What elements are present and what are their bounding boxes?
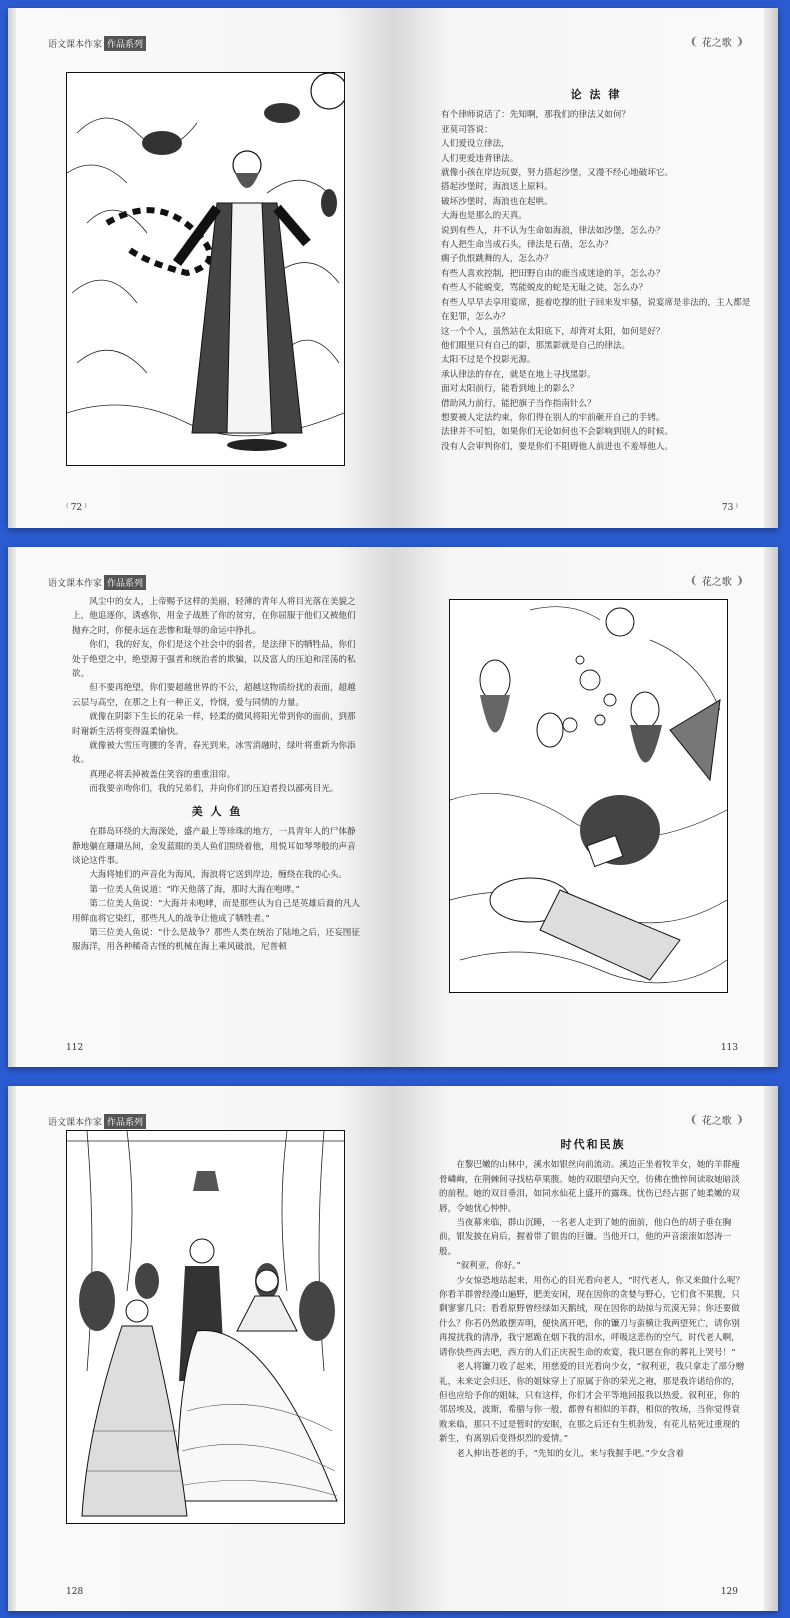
paragraph: 有个律师说话了：先知啊，那我们的律法又如何？ — [441, 110, 631, 121]
paragraph: 破坏沙堡时，海浪也在起哄。 — [441, 196, 553, 207]
illustration-prophet — [66, 72, 345, 466]
paragraph: 有些人早早去享用宴席，挺着吃撑的肚子回来发牢骚，说宴席是非法的，主人都是在犯罪，怎么办？ — [441, 297, 751, 323]
spread-pages-112-113 — [8, 547, 778, 1067]
page-113 — [393, 547, 778, 1067]
paragraph: 有些人不能蜕变，骂能蜕皮的蛇是无耻之徒，怎么办？ — [441, 283, 648, 294]
ballroom-drawing — [67, 1131, 344, 1523]
paragraph: 而我要亲吻你们，我的兄弟们，并向你们的压迫者投以鄙夷目光。 — [89, 784, 339, 795]
book-header — [690, 1112, 744, 1127]
paragraph: 第二位美人鱼说：“大海并未咆哮，而是那些认为自己是英雄后裔的凡人用鲜血将它染红，那些凡人的战争让他成了牺牲者。” — [72, 899, 360, 924]
paragraph: 就像被大雪压弯腰的冬青，春光到来，冰雪消融时，绿叶将重新为你添妆。 — [72, 741, 356, 766]
page-number-value: 129 — [720, 1587, 738, 1597]
page-number — [66, 1587, 83, 1597]
paragraph: 少女惊恐地站起来，用伤心的目光看向老人，“时代老人，你又来做什么呢？你看羊群曾经漫山遍野，肥美安闲，现在因你的贪婪与野心，它们食不果腹，只剩寥寥几只；看看原野曾经绿如天鹅绒，现在因你的劫掠与荒漠无异；你还要做什么？你若仍然敢摆弄明，便快离开吧，你的镰刀与蛮横让我两望死亡，请你别再搅扰我的清净，我宁愿跪在烟下我的泪水，呼吸这悲伤的空气，时代老人啊，请你快些西去吧，西方的人们正庆祝生命的欢宴，我只愿在你的葬礼上哭号！” — [439, 1275, 745, 1358]
laurel-left-icon: ❨ — [689, 574, 699, 587]
page-128 — [8, 1086, 393, 1611]
chapter-law — [441, 88, 751, 454]
paragraph: 人们更爱违背律法。 — [441, 153, 519, 164]
chapter-time-nation — [439, 1138, 747, 1461]
page-number — [722, 501, 738, 514]
page-number-value: 113 — [720, 1043, 738, 1053]
series-name: 语文课本作家 — [48, 40, 103, 50]
spread-pages-72-73 — [8, 8, 778, 528]
page-112 — [8, 547, 393, 1067]
laurel-icon: ⁾ — [84, 501, 87, 514]
paragraph: 瘸子仇恨跳舞的人，怎么办？ — [441, 254, 553, 265]
book-title: 花之歌 — [701, 1116, 732, 1127]
prose-section — [72, 595, 362, 797]
page-number-value: 72 — [70, 502, 83, 513]
series-tag: 作品系列 — [104, 575, 146, 590]
laurel-right-icon: ❩ — [734, 35, 744, 48]
laurel-left-icon: ❨ — [689, 1113, 699, 1126]
series-name: 语文课本作家 — [48, 579, 103, 589]
paragraph: 面对太阳前行，能看到地上的影么？ — [441, 384, 579, 395]
paragraph: 第三位美人鱼说：“什么是战争？那些人类在统治了陆地之后，还妄图征服海洋，用各种稀奇古怪的机械在海上乘风破浪，尼普顿 — [72, 927, 360, 953]
chapter-title: 时代和民族 — [560, 1138, 626, 1151]
paragraph: 老人伸出苍老的手，“先知的女儿，来与我握手吧。”少女含着 — [456, 1448, 685, 1459]
paragraph: 借助风力前行，能把旗子当作指南针么？ — [441, 398, 596, 409]
book-title: 花之歌 — [701, 38, 732, 49]
page-73 — [393, 8, 778, 528]
book-header — [690, 34, 744, 49]
paragraph: 当夜幕来临，群山沉睡，一名老人走到了她的面前，他白色的胡子垂在胸前，银发披在肩后，握着带了银齿的巨镰。当他开口，他的声音滚滚如怒涛一般。 — [439, 1218, 732, 1257]
paragraph: 大海将她们的声音化为海风，海浪将它送到岸边，缠绕在我的心头。 — [89, 870, 348, 881]
paragraph: 有人把生命当成石头，律法是石凿，怎么办？ — [441, 240, 613, 251]
paragraph: 这一个个人，虽然站在太阳底下，却背对太阳，如何是好？ — [441, 326, 665, 337]
series-header — [48, 575, 146, 590]
laurel-right-icon: ❩ — [734, 574, 744, 587]
chapter-title: 美 人 鱼 — [191, 804, 243, 818]
chapter-body — [439, 1158, 747, 1461]
paragraph: 第一位美人鱼说道：“昨天他落了海，那时大海在咆哮。” — [89, 884, 300, 895]
spread-pages-128-129 — [8, 1086, 778, 1611]
mermaids-drawing — [450, 600, 727, 992]
paragraph: 老人将镰刀收了起来，用慈爱的目光看向少女，“叙利亚，我只拿走了部分赠礼，未来定会归还，你的姐妹穿上了原属于你的荣光之袍，那是我许诺给你的，但也应给予你的姐妹，只有这样，你们才会平等地回报我以热爱。叙利亚，你的邻居埃及，波斯，希腊与你一般，都曾有相似的羊群，相似的牧场，当你觉得衰败来临，那只不过是暂时的安眠，在那之后还有生机勃发，有花儿枯死过重现的新生，有离别后变得炽烈的爱情。” — [439, 1362, 745, 1445]
page-129 — [393, 1086, 778, 1611]
chapter-body — [441, 108, 751, 454]
page-number — [66, 501, 87, 514]
paragraph: “叙利亚，你好。” — [456, 1261, 521, 1272]
page-number-value: 112 — [66, 1043, 84, 1053]
illustration-ballroom — [66, 1130, 345, 1524]
paragraph: 风尘中的女人，上帝赐予这样的美丽，轻薄的青年人将目光落在美貌之上，他追逐你，诱惑你，用金子战胜了你的贫穷，在你屈服于他们又被他们抛弃之时，你便永远在悲惨和耻辱的命运中挣扎。 — [72, 597, 356, 636]
mermaid-section — [72, 825, 362, 955]
paragraph: 真理必将丢掉被盖住笑容的重重泪帘。 — [89, 769, 236, 780]
paragraph: 法律并不可怕，如果你们无论如何也不会影响到别人的时候。 — [441, 427, 674, 438]
laurel-left-icon: ❨ — [689, 35, 699, 48]
paragraph: 就像在阴影下生长的花朵一样，轻柔的微风将阳光带到你的面前，到那时谢新生活将变得温柔愉快。 — [72, 712, 356, 737]
paragraph: 想要被人定法约束，你们得在别人的牢前砸开自己的手铐。 — [441, 412, 665, 423]
book-title: 花之歌 — [701, 577, 732, 588]
paragraph: 说到有些人，并不认为生命如海浪，律法如沙堡，怎么办？ — [441, 225, 665, 236]
paragraph: 承认律法的存在，就是在地上寻找黑影。 — [441, 369, 596, 380]
paragraph: 有些人喜欢控制，把田野自由的鹿当成迷途的羊，怎么办？ — [441, 268, 665, 279]
paragraph: 在黎巴嫩的山林中，溪水如银丝向前流动。溪边正坐着牧羊女，她的羊群瘦骨嶙峋，在荆棘间寻找枯草果腹。她的双眼望向天空，仿佛在憔悴间读取她暗淡的前程。她的双目垂泪，如同水仙花上盛开的露珠。忧伤已经占据了她柔嫩的双唇，令她忧心忡忡。 — [439, 1160, 740, 1214]
laurel-icon: ⁾ — [735, 501, 738, 514]
paragraph: 亚莫司答说： — [441, 124, 493, 135]
book-header — [690, 573, 744, 588]
laurel-right-icon: ❩ — [734, 1113, 744, 1126]
paragraph: 太阳不过是个投影光源。 — [441, 355, 536, 366]
laurel-icon: ⁽ — [66, 501, 69, 514]
page-number — [721, 1043, 738, 1053]
prophet-drawing — [67, 73, 344, 465]
illustration-mermaids — [449, 599, 728, 993]
paragraph: 就像小孩在岸边玩耍，努力搭起沙堡，又漫不经心地破坏它。 — [441, 168, 674, 179]
page-number — [721, 1587, 738, 1597]
series-tag: 作品系列 — [104, 1114, 146, 1129]
chapter-title: 论 法 律 — [570, 88, 622, 101]
chapter-text — [72, 595, 362, 955]
paragraph: 搭起沙堡时，海浪送上原料。 — [441, 182, 553, 193]
page-number-value: 73 — [721, 502, 734, 513]
paragraph: 他们眼里只有自己的影，那黑影就是自己的律法。 — [441, 340, 631, 351]
page-72 — [8, 8, 393, 528]
paragraph: 你们，我的好友，你们是这个社会中的弱者，是法律下的牺牲品，你们处于绝望之中，绝望源于强者和统治者的欺骗，以及富人的压迫和淫荡的私欲。 — [72, 640, 356, 680]
paragraph: 在群岛环绕的大海深处，盛产最上等珍珠的地方，一具青年人的尸体静静地躺在珊瑚丛间，金发蓝眼的美人鱼们围绕着他，用悦耳如琴琴般的声音谈论这件事。 — [72, 827, 356, 866]
series-name: 语文课本作家 — [48, 1118, 103, 1128]
page-number-value: 128 — [66, 1587, 84, 1597]
page-number — [66, 1043, 83, 1053]
series-tag: 作品系列 — [104, 36, 146, 51]
series-header — [48, 36, 146, 51]
paragraph: 大海也是那么的天真。 — [441, 211, 527, 222]
paragraph: 没有人会审判你们，要是你们不阻碍他人前进也不羞辱他人。 — [441, 441, 674, 452]
series-header — [48, 1114, 146, 1129]
paragraph: 人们爱设立律法， — [441, 139, 510, 150]
paragraph: 但不要再绝望，你们要超越世界的不公，超越这物质纷扰的表面，超越云层与高空，在那之上有一种正义，怜悯，爱与同情的力量。 — [72, 683, 356, 708]
